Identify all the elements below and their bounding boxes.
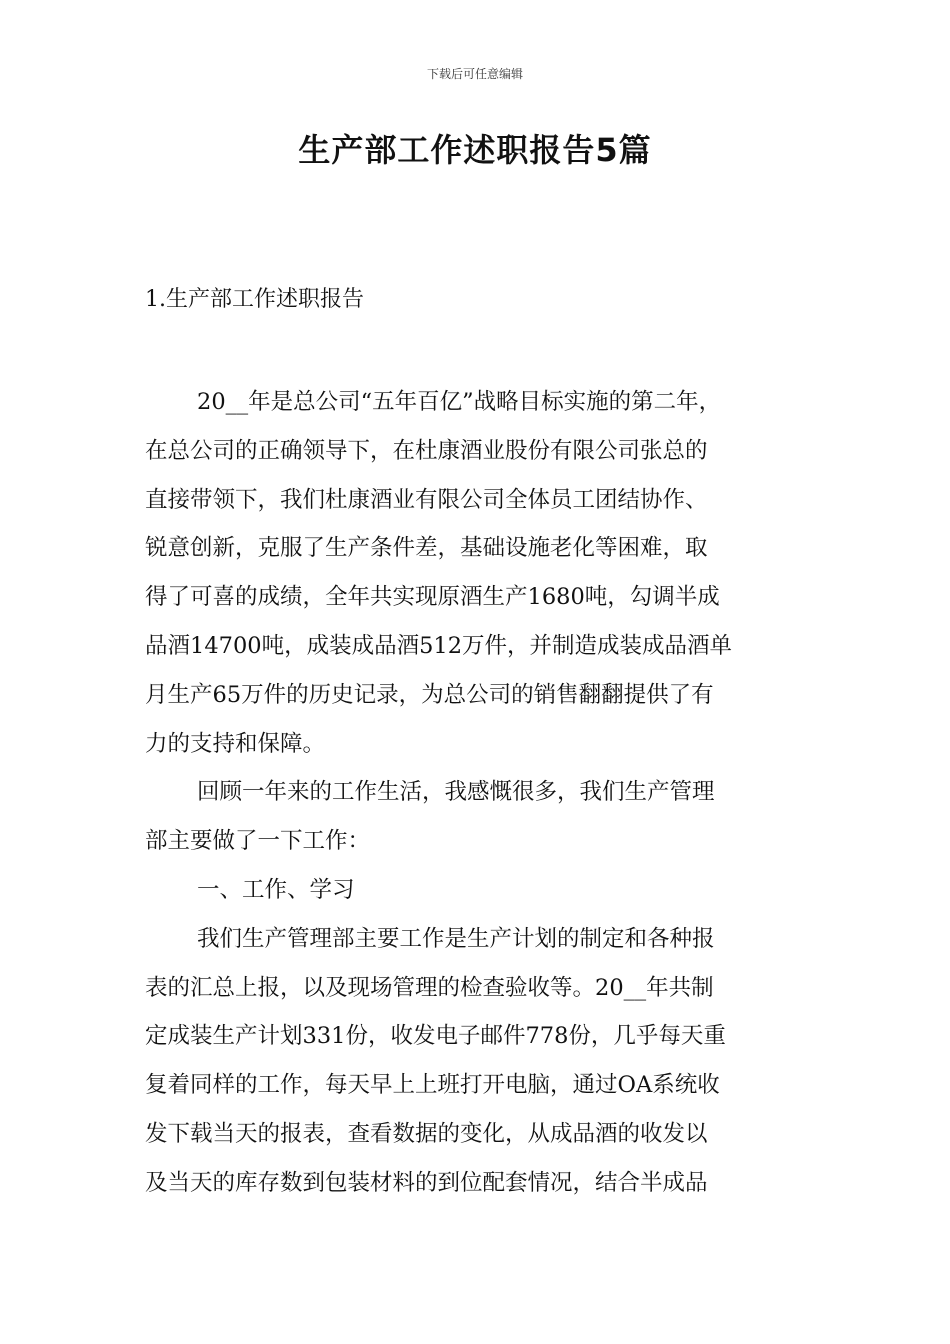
body-line: 发下载当天的报表，查看数据的变化，从成品酒的收发以 xyxy=(145,1120,708,1147)
header-note: 下载后可任意编辑 xyxy=(426,67,523,81)
body-line: 表的汇总上报，以及现场管理的检查验收等。20__年共制 xyxy=(145,974,714,1001)
body-line: 在总公司的正确领导下，在杜康酒业股份有限公司张总的 xyxy=(145,437,708,464)
body-line: 得了可喜的成绩，全年共实现原酒生产1680吨，勾调半成 xyxy=(145,584,720,611)
body-text xyxy=(145,378,810,1208)
body-line: 20__年是总公司“五年百亿”战略目标实施的第二年， xyxy=(197,389,722,415)
body-line: 及当天的库存数到包装材料的到位配套情况，结合半成品 xyxy=(145,1169,708,1196)
section-heading: 1.生产部工作述职报告 xyxy=(145,287,364,312)
body-line: 直接带领下，我们杜康酒业有限公司全体员工团结协作、 xyxy=(145,486,708,513)
body-line: 月生产65万件的历史记录，为总公司的销售翻翻提供了有 xyxy=(145,681,714,708)
body-line: 定成装生产计划331份，收发电子邮件778份，几乎每天重 xyxy=(145,1023,726,1050)
body-line: 一、工作、学习 xyxy=(197,876,355,903)
body-line: 回顾一年来的工作生活，我感慨很多，我们生产管理 xyxy=(197,779,715,806)
body-line: 部主要做了一下工作： xyxy=(145,828,371,855)
body-line: 锐意创新，克服了生产条件差，基础设施老化等困难，取 xyxy=(145,535,708,562)
document-title: 生产部工作述职报告5篇 xyxy=(298,131,652,169)
body-line: 我们生产管理部主要工作是生产计划的制定和各种报 xyxy=(197,925,715,952)
body-line: 复着同样的工作，每天早上上班打开电脑，通过OA系统收 xyxy=(145,1072,720,1099)
body-line: 品酒14700吨，成装成品酒512万件，并制造成装成品酒单 xyxy=(145,632,733,659)
body-line: 力的支持和保障。 xyxy=(145,730,326,757)
